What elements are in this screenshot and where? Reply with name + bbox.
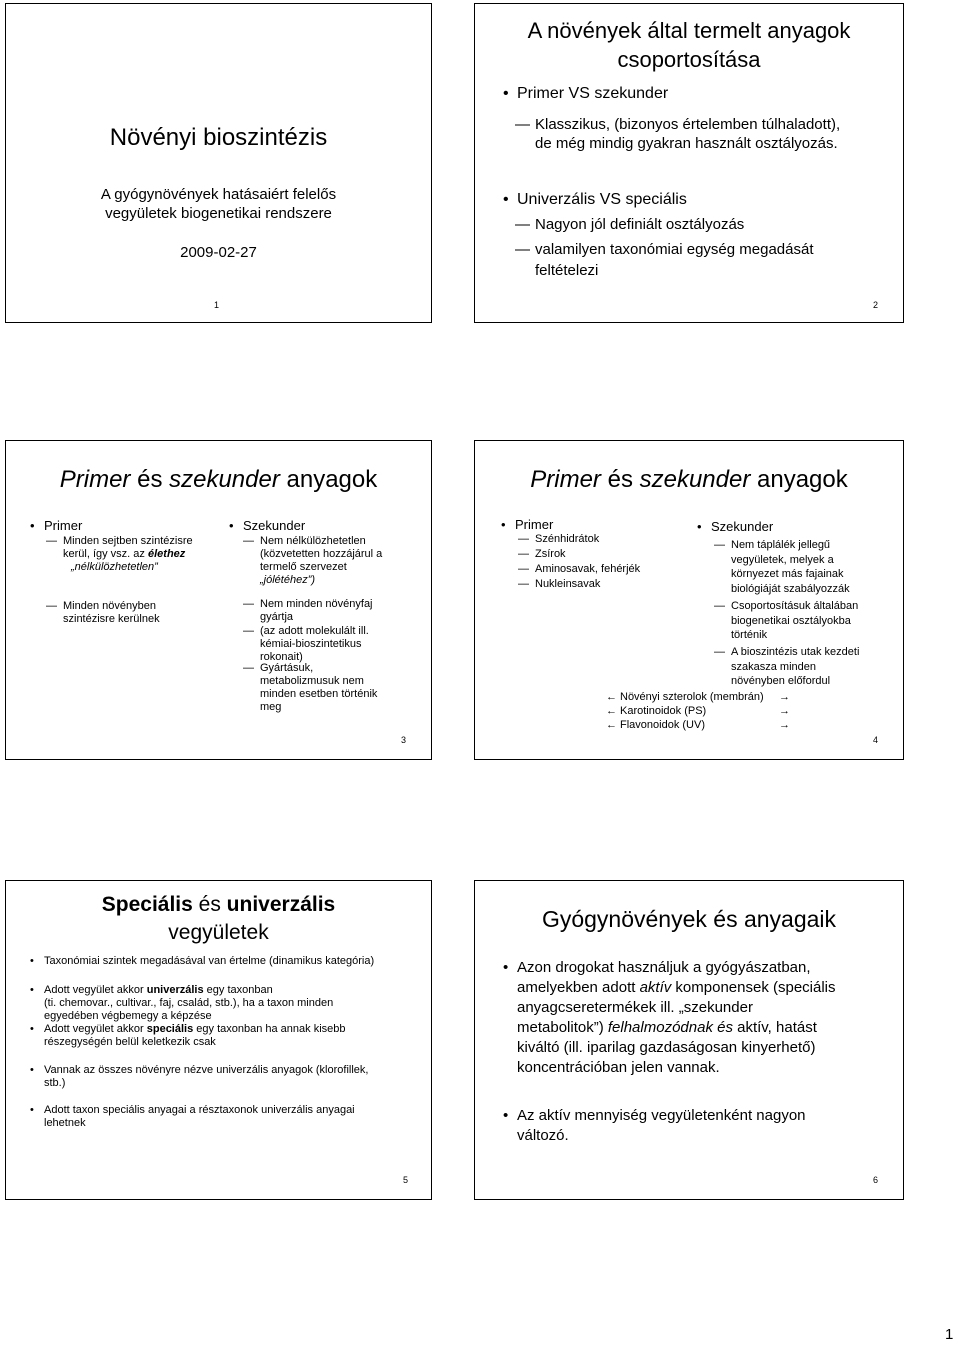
bullet-taxonomiai-szintek: • Taxonómiai szintek megadásával van értelme (dinamikus kategória) — [44, 955, 374, 968]
sub-bullet-definialt: — Nagyon jól definiált osztályozás — [535, 215, 744, 234]
arrow-left-icon: ← — [606, 719, 617, 731]
sub-bullet-nem-nelkulozhetetlen: — Nem nélkülözhetetlen (közvetetten hozzájárul a termelő szervezet „jólétéhez”) — [260, 535, 382, 587]
slide-6-title: Gyógynövények és anyagaik — [541, 906, 837, 932]
bullet-univerzalis-vs-specialis: • Univerzális VS speciális — [517, 189, 687, 210]
slide-1-date: 2009-02-27 — [180, 244, 257, 261]
page-number: 4 — [873, 735, 879, 745]
slide-3 — [5, 440, 432, 760]
page-number: 3 — [401, 735, 407, 745]
bullet-univerzalis-anyagok: • Vannak az összes növényre nézve univerzális anyagok (klorofillek, stb.) — [44, 1064, 368, 1090]
sub-bullet-bioszintezis-utak: — A bioszintézis utak kezdeti szakasza minden növényben előfordul — [731, 645, 859, 689]
slide-4: Primer és szekunder anyagok • Primer — Szénhidrátok — Zsírok — Aminosavak, fehérjék — Nukleinsavak • Szekunder — Nem táplálék jellegű vegyületek, melyek a környezet más fajainak biológiáját szabályozzák — Csoportosításuk általában biogenetikai osztályokba történik — A bioszintézis utak kezdeti szakasza minden növényben előfordul ← Növényi szterolok (membrán) → ← Karotinoidok (PS) → ← Flavonoidok (UV) → 4 — [474, 440, 904, 760]
list-item: — Aminosavak, fehérjék — [535, 563, 640, 576]
page-number: 1 — [214, 300, 220, 310]
sheet-page-number: 1 — [945, 1326, 954, 1343]
sub-bullet-minden-novenyben: — Minden növényben szintézisre kerülnek — [63, 600, 160, 626]
slide-2 — [474, 3, 904, 323]
bullet-resztaxonok: • Adott taxon speciális anyagai a résztaxonok univerzális anyagai lehetnek — [44, 1104, 355, 1130]
slide-1-subtitle: A gyógynövények hatásaiért felelős vegyületek biogenetikai rendszere — [100, 186, 337, 222]
sub-bullet-nem-minden-novenyfaj: — Nem minden növényfaj gyártja — [260, 598, 373, 624]
sub-bullet-gyartasuk: — Gyártásuk, metabolizmusuk nem minden esetben történik meg — [260, 662, 377, 714]
sub-bullet-az-adott-molekula: — (az adott molekulált ill. kémiai-bioszintetikus rokonait) — [260, 625, 369, 664]
slide-6 — [474, 880, 904, 1200]
arrow-right-icon: → — [779, 719, 790, 731]
slide-1 — [5, 3, 432, 323]
bullet-primer: • Primer — [515, 517, 553, 533]
bullet-primer: • Primer — [44, 518, 82, 534]
bullet-aktiv-mennyiseg: • Az aktív mennyiség vegyületenként nagyon változó. — [517, 1106, 806, 1146]
sub-bullet-csoportositasuk: — Csoportosításuk általában biogenetikai osztályokba történik — [731, 599, 858, 643]
slide-5-title: Speciális és univerzális vegyületek — [101, 893, 336, 944]
arrow-left-icon: ← — [606, 705, 617, 717]
slide-3-title: Primer és szekunder anyagok — [59, 466, 378, 493]
slide-4-title: Primer és szekunder anyagok — [530, 466, 848, 493]
page-number: 6 — [873, 1175, 879, 1185]
slide-1-title: Növényi bioszintézis — [109, 124, 328, 151]
sub-bullet-minden-sejtben: — Minden sejtben szintézisre kerül, így vsz. az élethez „nélkülözhetetlen” — [63, 535, 193, 574]
bullet-azon-drogokat: • Azon drogokat használjuk a gyógyászatban, amelyekben adott aktív komponensek (speciális anyagcseretermékek ill. „szekunder metabolitok”) felhalmozódnak és aktív, hatást kiváltó (ill. iparilag gazdaságosan kinyerhető) koncentrációban jelen vannak. — [517, 958, 836, 1078]
arrow-right-icon: → — [779, 691, 790, 703]
bullet-primer-vs-szekunder: • Primer VS szekunder — [517, 83, 668, 104]
arrow-right-icon: → — [779, 705, 790, 717]
bullet-szekunder: • Szekunder — [243, 518, 305, 534]
bullet-szekunder: • Szekunder — [711, 519, 773, 535]
bullet-specialis: • Adott vegyület akkor speciális egy taxonban ha annak kisebb részegységén belül keletkezik csak — [44, 1023, 346, 1049]
list-item: — Nukleinsavak — [535, 578, 600, 591]
sub-bullet-nem-taplalek: — Nem táplálék jellegű vegyületek, melyek a környezet más fajainak biológiáját szabályozzák — [731, 538, 850, 596]
list-item: — Zsírok — [535, 548, 566, 561]
page-number: 2 — [873, 300, 879, 310]
arrow-left-icon: ← — [606, 691, 617, 703]
slide-5 — [5, 880, 432, 1200]
bullet-univerzalis: • Adott vegyület akkor univerzális egy taxonban (ti. chemovar., cultivar., faj, család, stb.), ha a taxon minden egyedében végbemegy a képzése — [44, 984, 333, 1023]
page-number: 5 — [403, 1175, 409, 1185]
list-item: — Szénhidrátok — [535, 533, 599, 546]
sub-bullet-klasszikus: — Klasszikus, (bizonyos értelemben túlhaladott), de még mindig gyakran használt osztályozás. — [535, 115, 840, 153]
slide-2-title: A növények által termelt anyagok csoportosítása — [527, 18, 851, 72]
sub-bullet-taxonomiai: — valamilyen taxonómiai egység megadását feltételezi — [535, 239, 814, 281]
